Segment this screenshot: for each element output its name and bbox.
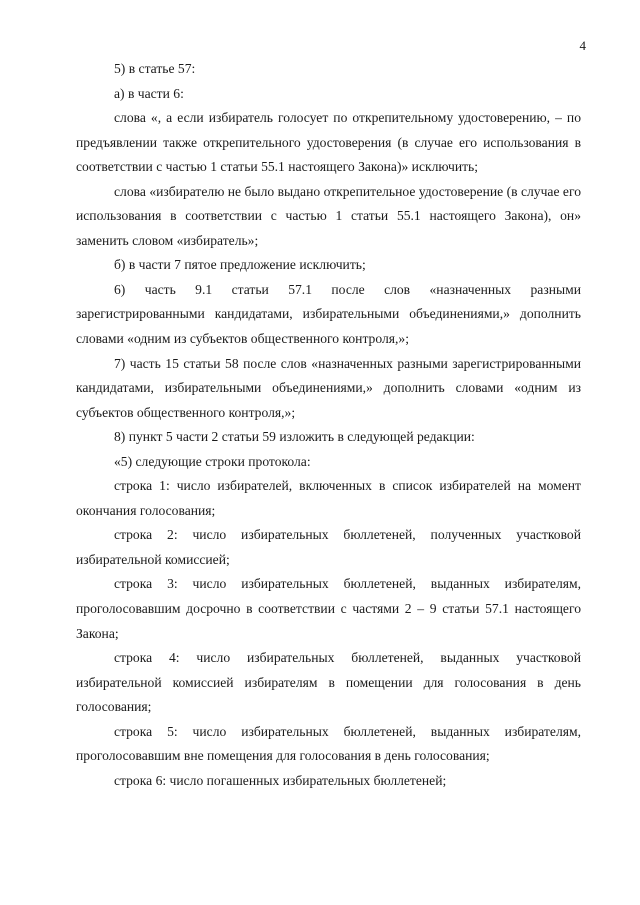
paragraph-part-7: б) в части 7 пятое предложение исключить; (114, 257, 366, 273)
paragraph-item-6: 6) часть 9.1 статьи 57.1 после слов «назначенных разными зарегистрированными кандидатами, избирательными объединениями,» дополнить словами «одним из субъектов общественного контроля,»; (76, 281, 581, 347)
paragraph-words-exclude: слова «, а если избиратель голосует по открепительному удостоверению, – по предъявлении также открепительного удостоверения (в случае его использования в соответствии с частью 1 статьи 55.1 настоящего Закона)» исключить; (76, 110, 581, 175)
paragraph-line-1: строка 1: число избирателей, включенных в список избирателей на момент окончания голосования; (76, 478, 581, 518)
paragraph-item-7: 7) часть 15 статьи 58 после слов «назначенных разными зарегистрированными кандидатами, избирательными объединениями,» дополнить словами «одним из субъектов общественного контроля,»; (76, 355, 581, 420)
paragraph-line-5: строка 5: число избирательных бюллетеней, выданных избирателям, проголосовавшим вне помещения для голосования в день голосования; (76, 723, 581, 764)
page-number: 4 (579, 38, 586, 53)
paragraph-article-57: 5) в статье 57: (114, 61, 196, 76)
paragraph-item-8: 8) пункт 5 части 2 статьи 59 изложить в следующей редакции: (114, 429, 475, 445)
paragraph-line-6: строка 6: число погашенных избирательных бюллетеней; (114, 772, 447, 788)
paragraph-line-4: строка 4: число избирательных бюллетеней, выданных участковой избирательной комиссией избирателям в помещении для голосования в день голосования; (76, 650, 581, 715)
paragraph-line-2: строка 2: число избирательных бюллетеней, полученных участковой избирательной комиссией; (76, 527, 581, 567)
paragraph-part-6: а) в части 6: (114, 85, 184, 101)
paragraph-line-3: строка 3: число избирательных бюллетеней, выданных избирателям, проголосовавшим досрочно в соответствии с частями 2 – 9 статьи 57.1 настоящего Закона; (76, 576, 581, 641)
paragraph-words-replace: слова «избирателю не было выдано открепительное удостоверение (в случае его использования в соответствии с частью 1 статьи 55.1 настоящего Закона), он» заменить словом «избиратель»; (76, 183, 581, 248)
paragraph-protocol-lines: «5) следующие строки протокола: (114, 453, 311, 469)
document-body (76, 57, 581, 793)
